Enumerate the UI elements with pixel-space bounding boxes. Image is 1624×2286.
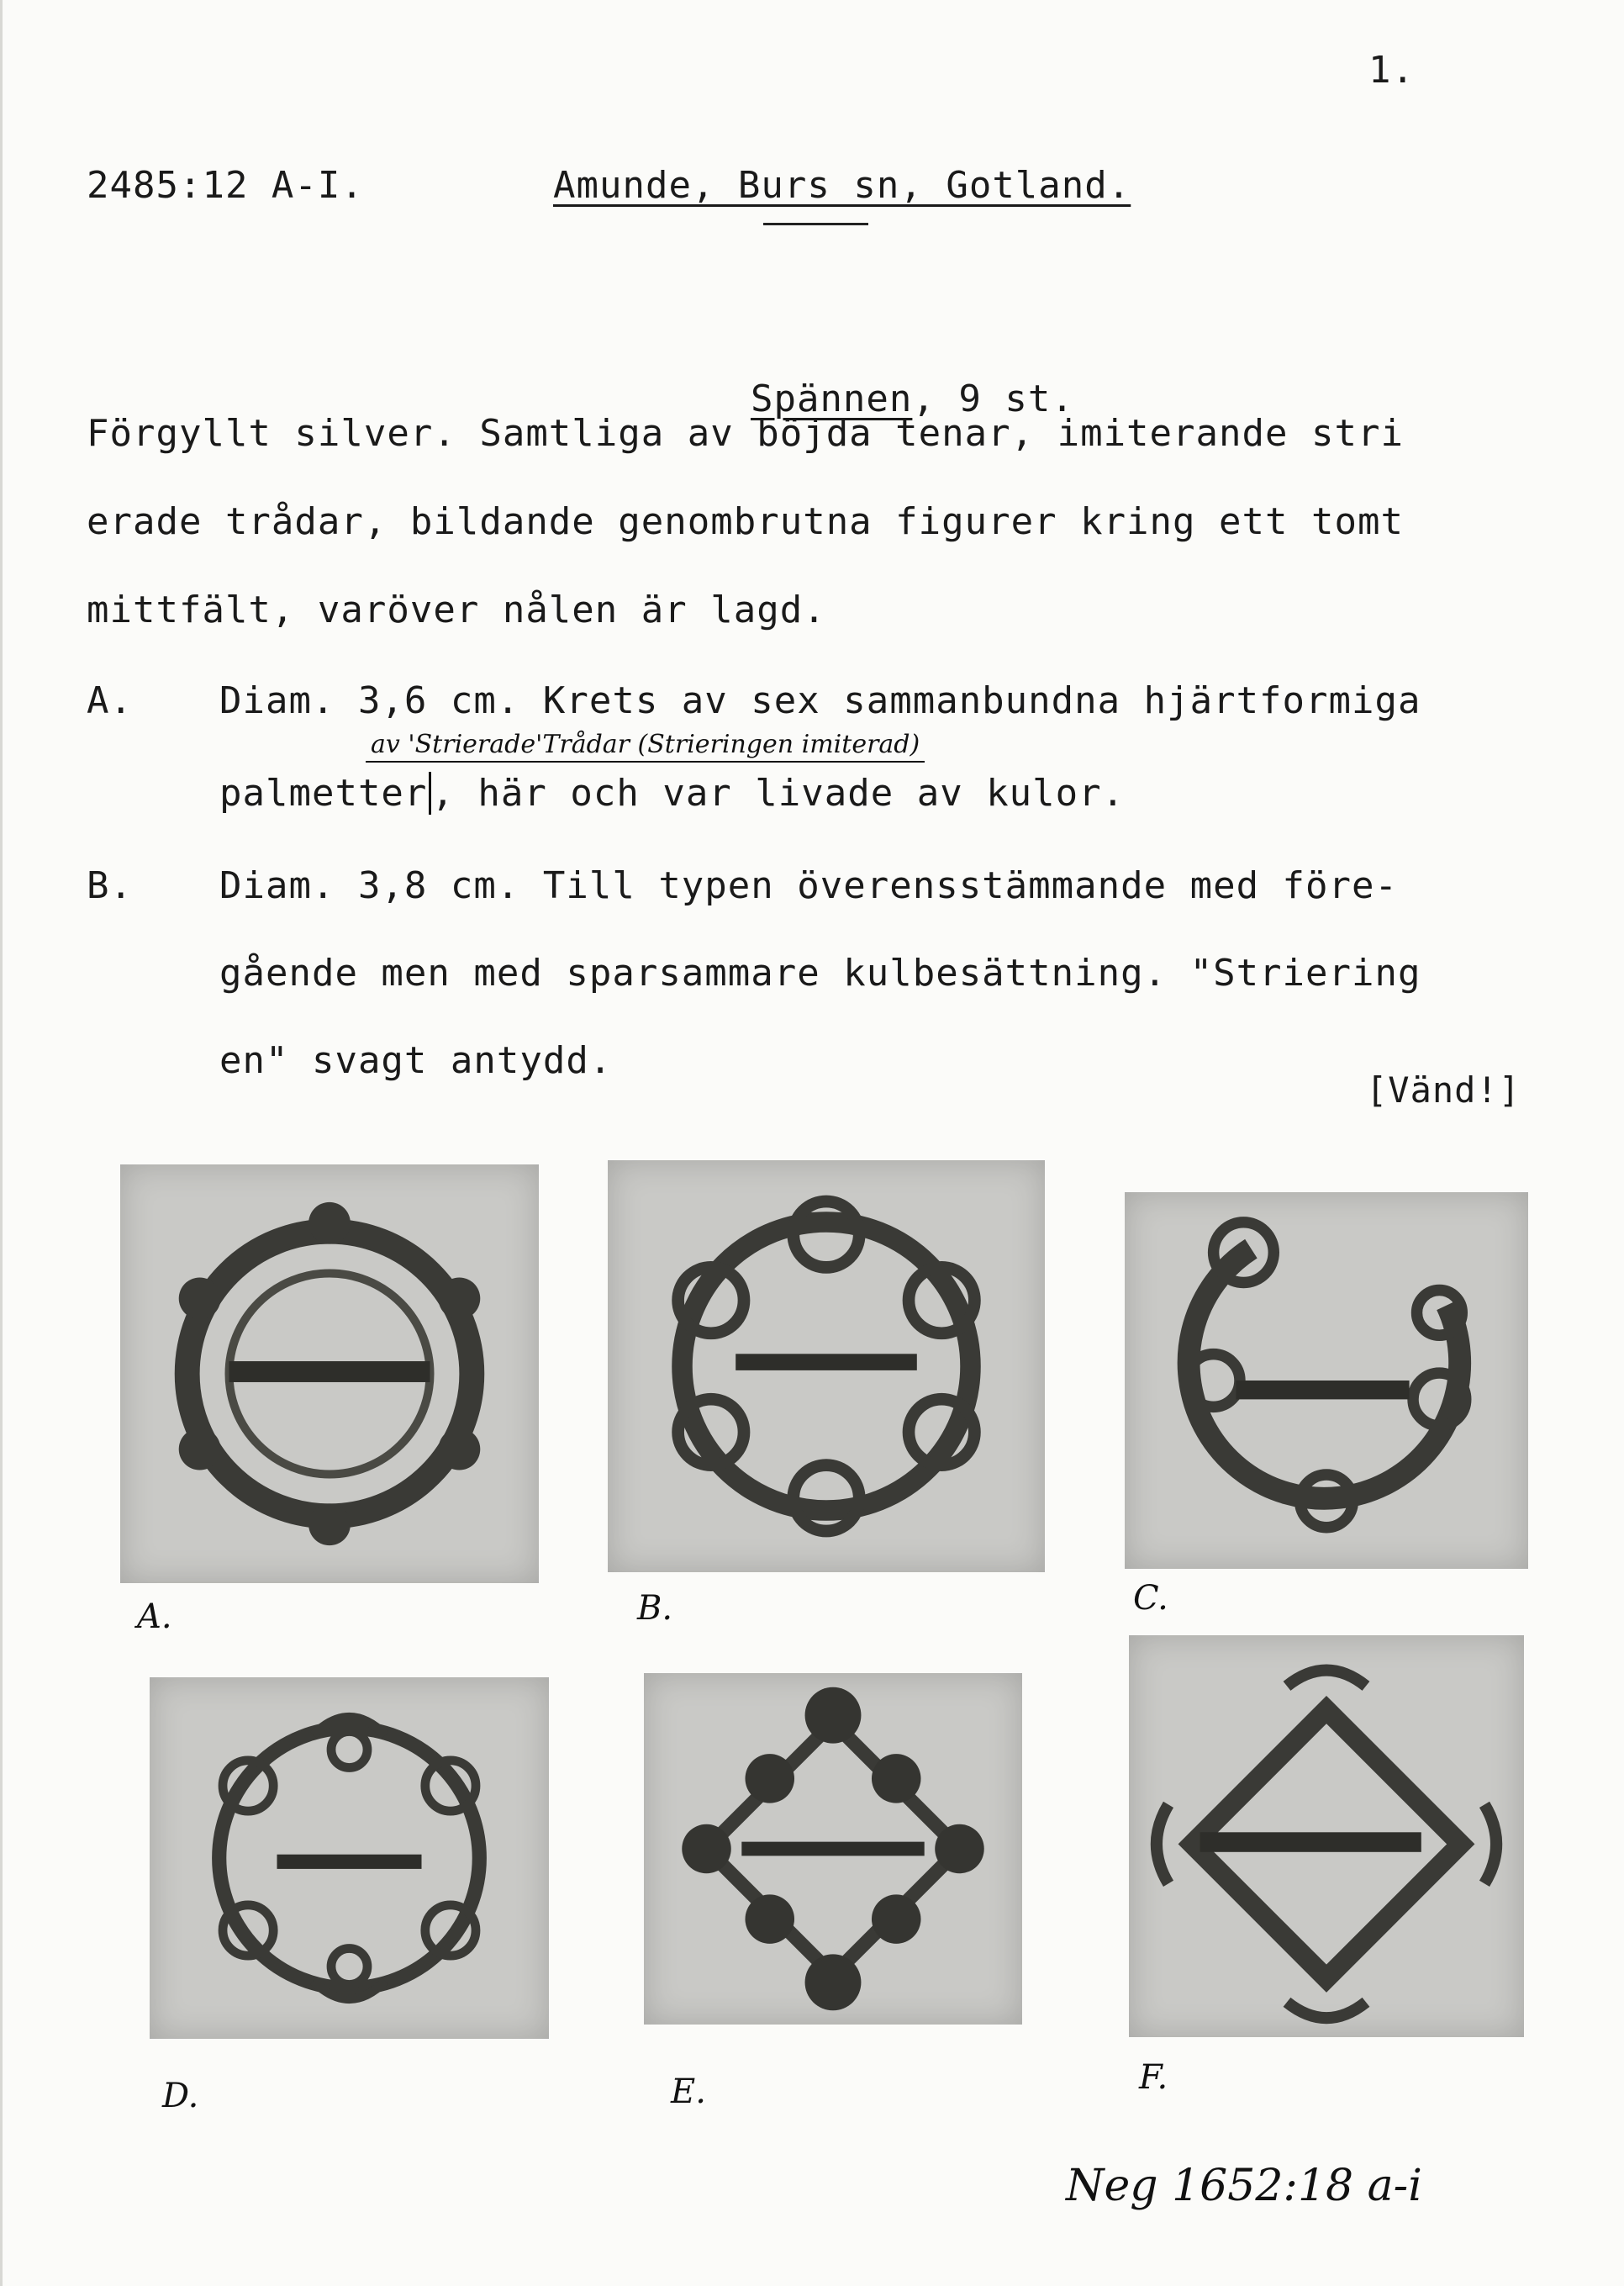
heading-word: Spännen xyxy=(750,377,913,420)
photo-brooch-e xyxy=(644,1673,1022,2025)
photo-label-a: A. xyxy=(137,1597,172,1636)
photo-brooch-b xyxy=(608,1160,1045,1572)
intro-line-1: Förgyllt silver. Samtliga av böjda tenar, imiterande stri xyxy=(87,412,1404,455)
handwritten-insertion: av 'Strierade'Trådar (Strieringen imiterad) xyxy=(366,730,925,763)
photo-brooch-c xyxy=(1125,1192,1528,1569)
entry-a-palmetter: palmetter xyxy=(219,772,431,815)
entry-a-line-2-rest: , här och var livade av kulor. xyxy=(431,772,1126,815)
title-rule xyxy=(763,223,868,225)
heading-rest: , 9 st. xyxy=(912,377,1074,420)
brooch-c-drawing xyxy=(1125,1192,1528,1569)
brooch-f-drawing xyxy=(1129,1635,1524,2037)
entry-a-line-2 xyxy=(219,772,1125,815)
entry-b-line-2: gående men med sparsammare kulbesättning. "Striering xyxy=(219,952,1421,995)
photo-label-f: F. xyxy=(1139,2058,1168,2097)
page-number: 1. xyxy=(1368,49,1415,92)
entry-b-line-1: Diam. 3,8 cm. Till typen överensstämmande med före- xyxy=(219,864,1399,907)
brooch-d-drawing xyxy=(150,1677,549,2039)
photo-label-d: D. xyxy=(162,2077,199,2115)
catalog-number: 2485:12 A-I. xyxy=(87,164,364,207)
intro-line-2: erade trådar, bildande genombrutna figurer kring ett tomt xyxy=(87,500,1404,543)
intro-line-3: mittfält, varöver nålen är lagd. xyxy=(87,589,826,631)
entry-a-letter: A. xyxy=(87,679,133,722)
location-title: Amunde, Burs sn, Gotland. xyxy=(553,164,1131,207)
entry-b-line-3: en" svagt antydd. xyxy=(219,1039,613,1082)
entry-a-line-1: Diam. 3,6 cm. Krets av sex sammanbundna hjärtformiga xyxy=(219,679,1421,722)
photo-brooch-a xyxy=(120,1164,539,1583)
photo-label-e: E. xyxy=(671,2072,706,2111)
photo-label-c: C. xyxy=(1133,1579,1168,1618)
entry-b-letter: B. xyxy=(87,864,133,907)
photo-label-b: B. xyxy=(637,1589,673,1628)
turn-over-note: [Vänd!] xyxy=(1366,1069,1521,1111)
negative-number-note: Neg 1652:18 a-i xyxy=(1066,2161,1422,2211)
brooch-b-drawing xyxy=(608,1160,1045,1572)
photo-brooch-d xyxy=(150,1677,549,2039)
photo-brooch-f xyxy=(1129,1635,1524,2037)
brooch-e-drawing xyxy=(644,1673,1022,2025)
brooch-a-drawing xyxy=(120,1164,539,1583)
